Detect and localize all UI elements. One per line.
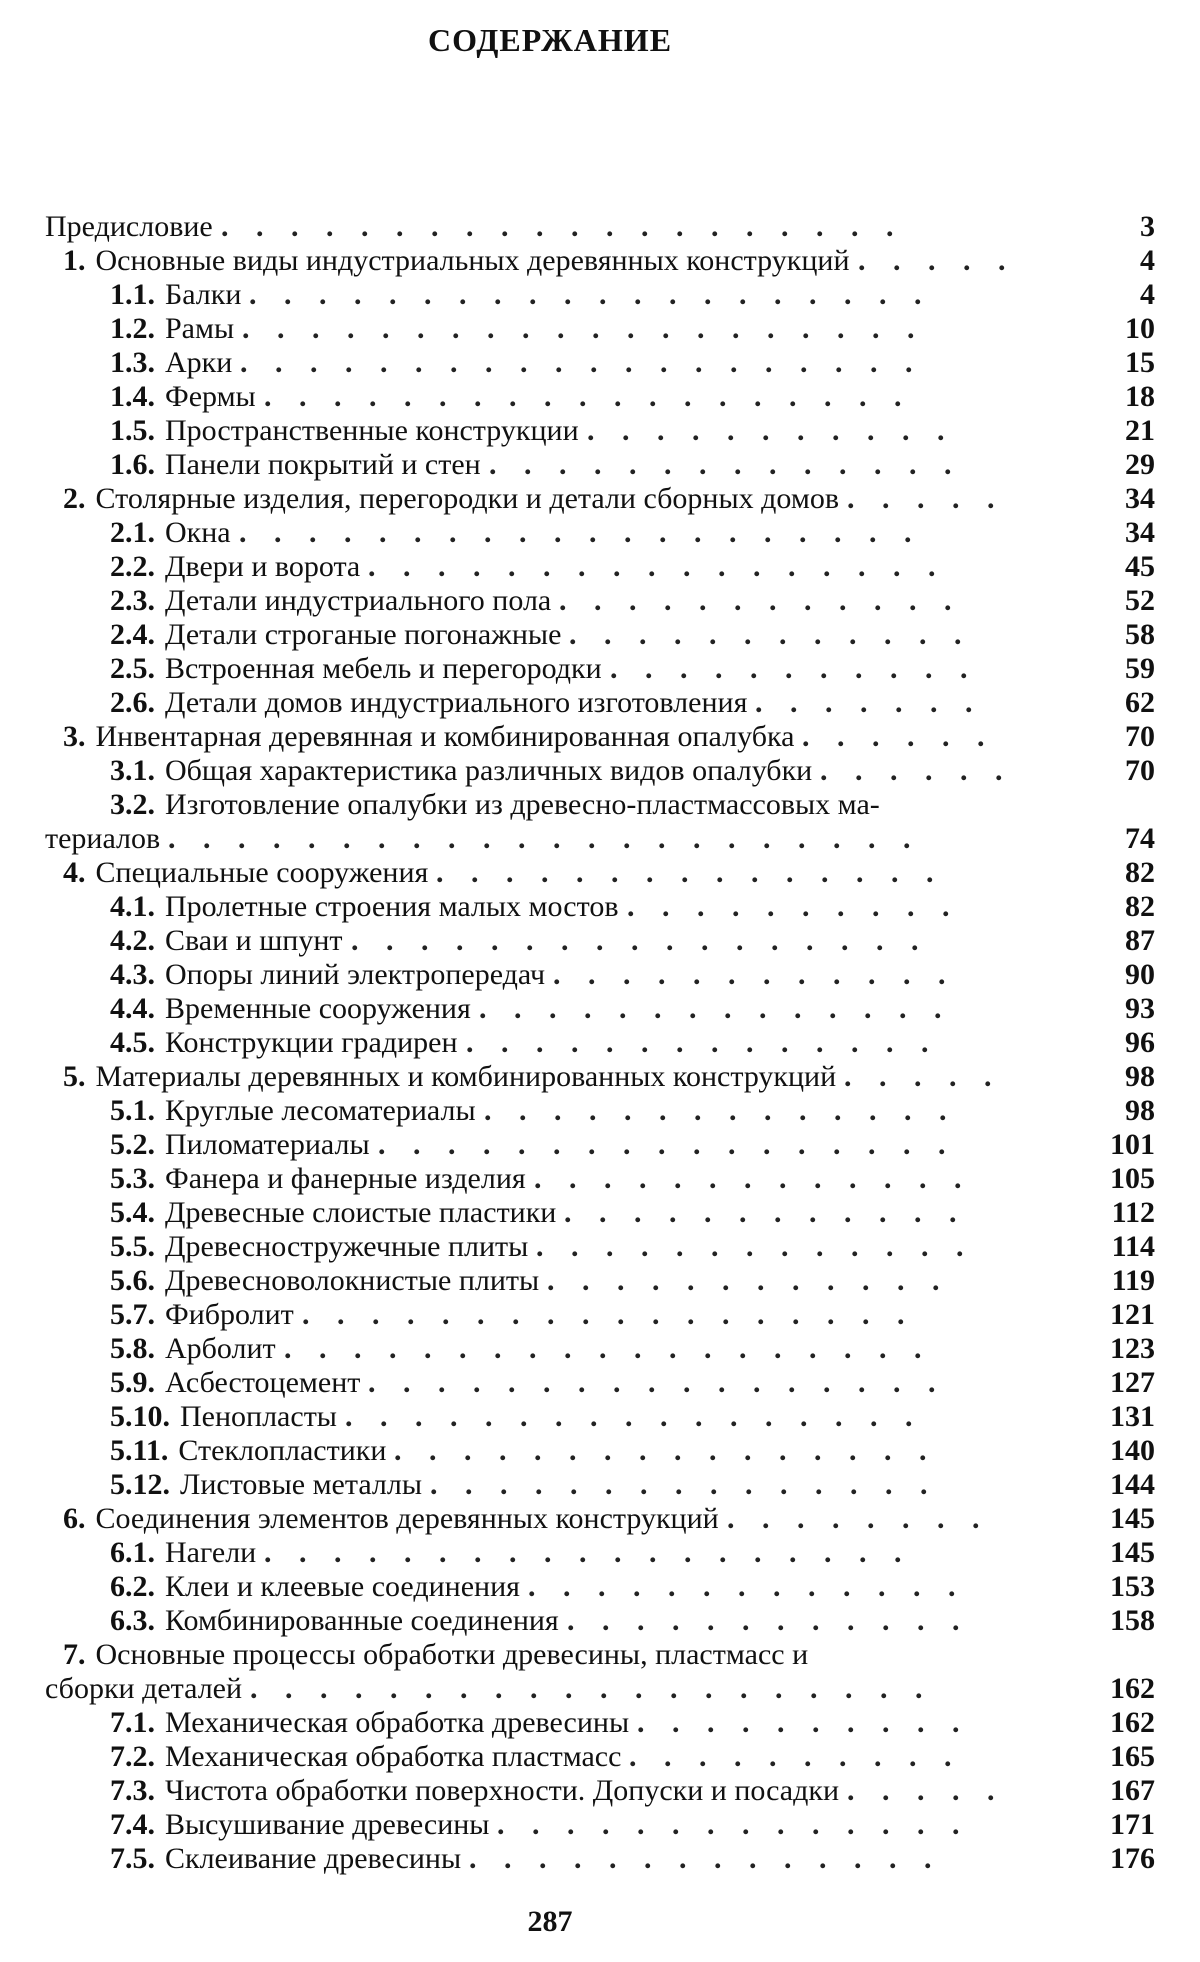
dot-leader: . . . . . . . . . . . . . . . . . (378, 1128, 956, 1161)
toc-entry-heading (110, 1468, 422, 1502)
toc-entry (45, 1468, 1155, 1502)
dot-leader: . . . . . . . . . . . . . . . . . (368, 550, 946, 583)
toc-entry-page: 165 (1110, 1740, 1155, 1773)
toc-entry-page: 62 (1125, 686, 1155, 719)
dot-leader: . . . . . . . . . . . . . . . . . . . (264, 1536, 912, 1569)
dot-leader: . . . . . . . . . . . . (547, 1264, 950, 1297)
toc-entry-number: 5.9. (110, 1366, 155, 1399)
toc-entry-title: Арболит (165, 1332, 276, 1365)
toc-entry-number: 4.2. (110, 924, 155, 957)
dot-leader: . . . . . . (820, 754, 1013, 787)
toc-entry-page: 101 (1110, 1128, 1155, 1161)
toc-entry-number: 6.3. (110, 1604, 155, 1637)
toc-entry (45, 652, 1155, 686)
toc-entry-title: Фанера и фанерные изделия (165, 1162, 526, 1195)
toc-entry-heading (110, 1842, 461, 1876)
toc-entry-number: 2. (63, 482, 86, 515)
toc-entry (45, 1638, 1155, 1672)
dot-leader: . . . . . . . . . . . . . . . . . . . . . . (168, 822, 921, 855)
toc-entry-heading (110, 686, 747, 720)
toc-entry (45, 1264, 1155, 1298)
toc-entry (45, 414, 1155, 448)
dot-leader: . . . . . . . . . . . . . (534, 1162, 972, 1195)
dot-leader: . . . . . . . . . . . . . . . . . . . . (242, 312, 925, 345)
toc-entry-title: Механическая обработка древесины (165, 1706, 630, 1739)
toc-entry-number: 2.2. (110, 550, 155, 583)
toc-entry (45, 448, 1155, 482)
toc-entry-title: Столярные изделия, перегородки и детали сборных домов (95, 482, 839, 515)
toc-entry (45, 1536, 1155, 1570)
toc-entry-number: 7.1. (110, 1706, 155, 1739)
toc-entry-page: 59 (1125, 652, 1155, 685)
toc-entry (45, 1434, 1155, 1468)
toc-entry (45, 516, 1155, 550)
toc-entry-title: Стеклопластики (178, 1434, 387, 1467)
toc-entry-number: 4.3. (110, 958, 155, 991)
toc-entry-page: 145 (1110, 1536, 1155, 1569)
toc-entry (45, 856, 1155, 890)
toc-entry-title: Древесные слоистые пластики (165, 1196, 557, 1229)
toc-entry (45, 1298, 1155, 1332)
toc-entry-title: Механическая обработка пластмасс (165, 1740, 622, 1773)
dot-leader: . . . . . . . . . . . . . . . . . . . . (249, 278, 932, 311)
toc-entry-heading (110, 652, 602, 686)
toc-entry (45, 1570, 1155, 1604)
toc-entry-page: 4 (1140, 278, 1155, 311)
toc-entry-title: Пространственные конструкции (165, 414, 579, 447)
toc-entry (45, 890, 1155, 924)
toc-entry-page: 162 (1110, 1706, 1155, 1739)
toc-entry-page: 96 (1125, 1026, 1155, 1059)
dot-leader: . . . . . . . . . . . . . . . . . (368, 1366, 946, 1399)
dot-leader: . . . . . . . . (727, 1502, 990, 1535)
toc-entry-page: 3 (1140, 210, 1155, 243)
toc-entry-title: Окна (165, 516, 231, 549)
toc-entry-number: 5.6. (110, 1264, 155, 1297)
toc-entry-number: 4. (63, 856, 86, 889)
toc-entry-heading (110, 618, 561, 652)
dot-leader: . . . . . . . . . . . . . . . . . (351, 924, 929, 957)
dot-leader: . . . . . . . . . . . . . . (466, 1026, 939, 1059)
toc-entry-title: Клеи и клеевые соединения (165, 1570, 520, 1603)
toc-entry-number: 7. (63, 1638, 86, 1671)
toc-entry-title: Основные процессы обработки древесины, пластмасс и (95, 1638, 809, 1671)
toc-entry-heading (110, 584, 551, 618)
toc-entry-title: Предисловие (45, 210, 213, 243)
toc-entry (45, 1808, 1155, 1842)
toc-entry (45, 1842, 1155, 1876)
toc-entry-title: Листовые металлы (180, 1468, 423, 1501)
toc-entry-page: 29 (1125, 448, 1155, 481)
toc-entry (45, 1332, 1155, 1366)
toc-entry-heading (110, 1808, 489, 1842)
toc-entry-heading (110, 1196, 556, 1230)
dot-leader: . . . . . . . . . . . . . (536, 1230, 974, 1263)
dot-leader: . . . . . . . . . . . . . (528, 1570, 966, 1603)
toc-entry-heading (110, 754, 812, 788)
toc-entry-number: 3.1. (110, 754, 155, 787)
toc-entry (45, 1774, 1155, 1808)
toc-entry-title: Сваи и шпунт (165, 924, 343, 957)
toc-entry-number: 5.7. (110, 1298, 155, 1331)
toc-entry-heading (45, 210, 213, 244)
toc-entry-page: 82 (1125, 856, 1155, 889)
toc-entry-number: 3.2. (110, 788, 155, 821)
toc-entry-heading (110, 1706, 629, 1740)
toc-entry (45, 1366, 1155, 1400)
toc-entry-number: 4.4. (110, 992, 155, 1025)
toc-entry-page: 58 (1125, 618, 1155, 651)
toc-entry-title: Круглые лесоматериалы (165, 1094, 476, 1127)
toc-entry-page: 15 (1125, 346, 1155, 379)
toc-entry (45, 1026, 1155, 1060)
toc-entry (45, 992, 1155, 1026)
toc-entry-heading (63, 482, 839, 516)
toc-entry (45, 312, 1155, 346)
toc-entry-number: 1.2. (110, 312, 155, 345)
toc-entry-title: Комбинированные соединения (165, 1604, 559, 1637)
toc-entry-number: 7.5. (110, 1842, 155, 1875)
toc-entry (45, 550, 1155, 584)
toc-entry-page: 18 (1125, 380, 1155, 413)
toc-entry-number: 2.4. (110, 618, 155, 651)
dot-leader: . . . . . . . . . . (629, 1740, 962, 1773)
dot-leader: . . . . . . . . . . . . . . . . . . . (264, 380, 912, 413)
toc-entry-heading (110, 1094, 476, 1128)
dot-leader: . . . . . . . . . . . . . . (469, 1842, 942, 1875)
toc-entry-page: 4 (1140, 244, 1155, 277)
toc-entry-page: 162 (1110, 1672, 1155, 1705)
toc-entry-heading (110, 448, 481, 482)
toc-entry-page: 167 (1110, 1774, 1155, 1807)
toc-entry-page: 10 (1125, 312, 1155, 345)
dot-leader: . . . . . . . . . . . . . . (484, 1094, 957, 1127)
toc-entry-page: 90 (1125, 958, 1155, 991)
toc-entry-heading (110, 346, 232, 380)
toc-entry-heading (110, 312, 234, 346)
toc-entry (45, 1128, 1155, 1162)
page-title: СОДЕРЖАНИЕ (427, 22, 673, 58)
dot-leader: . . . . . . . . . . . . . . (489, 448, 962, 481)
toc-entry-title: Нагели (165, 1536, 257, 1569)
toc-entry-page: 93 (1125, 992, 1155, 1025)
toc-entry-page: 114 (1111, 1230, 1155, 1263)
toc-entry-page: 112 (1111, 1196, 1155, 1229)
toc-entry-page: 145 (1110, 1502, 1155, 1535)
toc-entry-number: 2.3. (110, 584, 155, 617)
toc-entry-number: 7.4. (110, 1808, 155, 1841)
toc-entry-number: 2.6. (110, 686, 155, 719)
toc-entry-page: 82 (1125, 890, 1155, 923)
toc-entry-heading (110, 1434, 386, 1468)
toc-entry-number: 6.1. (110, 1536, 155, 1569)
toc-entry-page: 70 (1125, 720, 1155, 753)
toc-entry-heading (110, 1536, 256, 1570)
dot-leader: . . . . . . . . . . . (587, 414, 955, 447)
toc-entry-title: Склеивание древесины (165, 1842, 462, 1875)
toc-entry-number: 1.1. (110, 278, 155, 311)
toc-entry (45, 1196, 1155, 1230)
dot-leader: . . . . . . . . . . . . (553, 958, 956, 991)
toc-entry-page: 70 (1125, 754, 1155, 787)
toc-entry-page: 158 (1110, 1604, 1155, 1637)
toc-entry-page: 87 (1125, 924, 1155, 957)
toc-entry-number: 2.5. (110, 652, 155, 685)
toc-entry-title: Временные сооружения (165, 992, 471, 1025)
dot-leader: . . . . . . . . . . . . . . . . (394, 1434, 937, 1467)
toc-entry-heading (110, 958, 545, 992)
table-of-contents (45, 210, 1155, 1876)
toc-entry-number: 1.6. (110, 448, 155, 481)
toc-entry-heading (63, 244, 850, 278)
dot-leader: . . . . . . . . . . . . (567, 1604, 970, 1637)
dot-leader: . . . . . . . . . . . . . . (479, 992, 952, 1025)
toc-entry-title: Детали индустриального пола (165, 584, 552, 617)
toc-entry-page: 153 (1110, 1570, 1155, 1603)
toc-entry (45, 380, 1155, 414)
toc-entry-page: 131 (1110, 1400, 1155, 1433)
toc-entry-page: 121 (1110, 1298, 1155, 1331)
dot-leader: . . . . . . . . . . . . . . . . . . . . (239, 516, 922, 549)
toc-entry-page: 45 (1125, 550, 1155, 583)
toc-entry (45, 1502, 1155, 1536)
dot-leader: . . . . . . . . . . . . (564, 1196, 967, 1229)
toc-entry (45, 1740, 1155, 1774)
toc-entry-title: Инвентарная деревянная и комбинированная опалубка (95, 720, 795, 753)
toc-entry (45, 1162, 1155, 1196)
toc-entry (45, 822, 1155, 856)
toc-entry (45, 720, 1155, 754)
toc-entry-number: 6. (63, 1502, 86, 1535)
toc-entry-number: 5.10. (110, 1400, 170, 1433)
toc-entry-page: 98 (1125, 1060, 1155, 1093)
toc-entry (45, 278, 1155, 312)
toc-entry-heading (110, 1366, 360, 1400)
dot-leader: . . . . . . . . . . . . . . (497, 1808, 970, 1841)
toc-entry-heading (63, 720, 794, 754)
toc-entry-page: 144 (1110, 1468, 1155, 1501)
toc-entry-heading (110, 1740, 621, 1774)
toc-entry-heading (63, 856, 428, 890)
toc-entry-number: 1.5. (110, 414, 155, 447)
toc-entry-heading (110, 1026, 458, 1060)
toc-entry-page: 52 (1125, 584, 1155, 617)
toc-entry-heading (110, 1264, 539, 1298)
toc-entry-title: Изготовление опалубки из древесно-пластмассовых ма- (165, 788, 880, 821)
toc-entry-page: 21 (1125, 414, 1155, 447)
toc-entry-title: Балки (165, 278, 242, 311)
dot-leader: . . . . . (844, 1060, 1002, 1093)
toc-entry-page: 105 (1110, 1162, 1155, 1195)
toc-entry-number: 7.3. (110, 1774, 155, 1807)
toc-entry-title: Специальные сооружения (95, 856, 429, 889)
toc-entry-number: 4.5. (110, 1026, 155, 1059)
toc-entry-heading (110, 1332, 276, 1366)
toc-entry-page: 127 (1110, 1366, 1155, 1399)
toc-entry-title: Чистота обработки поверхности. Допуски и посадки (165, 1774, 840, 1807)
toc-entry-heading (110, 1128, 370, 1162)
dot-leader: . . . . . . . . . . . . . . . . . . . . (221, 210, 904, 243)
dot-leader: . . . . . . . . . . . . . . . (430, 1468, 938, 1501)
toc-entry-heading (63, 1502, 719, 1536)
toc-entry-number: 5.8. (110, 1332, 155, 1365)
toc-entry (45, 1604, 1155, 1638)
toc-entry-title: Опоры линий электропередач (165, 958, 546, 991)
dot-leader: . . . . . . . . . . . . (559, 584, 962, 617)
toc-entry-number: 7.2. (110, 1740, 155, 1773)
toc-entry-number: 1.4. (110, 380, 155, 413)
toc-entry-title: Древесностружечные плиты (165, 1230, 529, 1263)
page-number: 287 (527, 1905, 573, 1938)
dot-leader: . . . . . . . . . . (627, 890, 960, 923)
toc-entry-title: Двери и ворота (165, 550, 361, 583)
toc-entry-title: Высушивание древесины (165, 1808, 490, 1841)
toc-entry (45, 958, 1155, 992)
toc-entry-page: 98 (1125, 1094, 1155, 1127)
toc-entry-number: 5.4. (110, 1196, 155, 1229)
toc-entry (45, 1672, 1155, 1706)
toc-entry (45, 924, 1155, 958)
toc-entry-title: Панели покрытий и стен (165, 448, 481, 481)
toc-entry-number: 5.11. (110, 1434, 169, 1467)
toc-entry-heading (110, 788, 880, 822)
toc-entry-heading (110, 924, 343, 958)
dot-leader: . . . . . (847, 482, 1005, 515)
toc-entry (45, 1094, 1155, 1128)
toc-entry-heading (63, 1060, 836, 1094)
toc-entry-title: Арки (165, 346, 233, 379)
dot-leader: . . . . . . . . . . . . (569, 618, 972, 651)
dot-leader: . . . . . . . . . . . . . . . . . . (302, 1298, 915, 1331)
toc-entry-page: 176 (1110, 1842, 1155, 1875)
toc-entry-number: 2.1. (110, 516, 155, 549)
toc-entry (45, 1400, 1155, 1434)
dot-leader: . . . . . . . . . . . . . . . . . . . . (240, 346, 923, 379)
dot-leader: . . . . . . . . . . . . . . . (436, 856, 944, 889)
toc-entry-number: 5.5. (110, 1230, 155, 1263)
toc-entry-page: 74 (1125, 822, 1155, 855)
toc-entry-page: 123 (1110, 1332, 1155, 1365)
toc-entry-heading (110, 380, 256, 414)
toc-entry-heading (45, 822, 160, 856)
toc-entry-heading (110, 1230, 528, 1264)
toc-entry-title: Встроенная мебель и перегородки (165, 652, 602, 685)
toc-entry-page: 34 (1125, 516, 1155, 549)
toc-entry (45, 210, 1155, 244)
toc-entry-number: 5.1. (110, 1094, 155, 1127)
toc-entry-heading (110, 1604, 559, 1638)
toc-entry-number: 1.3. (110, 346, 155, 379)
toc-entry (45, 618, 1155, 652)
toc-entry-number: 5. (63, 1060, 86, 1093)
toc-entry-title: Материалы деревянных и комбинированных конструкций (95, 1060, 837, 1093)
toc-entry (45, 788, 1155, 822)
dot-leader: . . . . . . . . . . . . . . . . . (345, 1400, 923, 1433)
toc-entry-heading (110, 1162, 526, 1196)
toc-entry-title: Фермы (165, 380, 256, 413)
toc-entry-heading (110, 516, 231, 550)
toc-entry-title: Фибролит (165, 1298, 294, 1331)
dot-leader: . . . . . . . . . . . (610, 652, 978, 685)
toc-entry-heading (110, 992, 471, 1026)
toc-entry (45, 244, 1155, 278)
toc-entry-title: Древесноволокнистые плиты (165, 1264, 540, 1297)
toc-entry-title: Конструкции градирен (165, 1026, 458, 1059)
dot-leader: . . . . . . . (755, 686, 983, 719)
dot-leader: . . . . . . . . . . . . . . . . . . . . (250, 1672, 933, 1705)
toc-entry-heading (110, 1774, 839, 1808)
toc-entry-number: 3. (63, 720, 86, 753)
toc-entry (45, 754, 1155, 788)
toc-entry-heading (110, 1400, 337, 1434)
toc-entry-heading (110, 550, 360, 584)
toc-entry-heading (63, 1638, 808, 1672)
toc-entry-number: 5.12. (110, 1468, 170, 1501)
toc-entry-heading (110, 1570, 520, 1604)
toc-entry (45, 1706, 1155, 1740)
dot-leader: . . . . . . (802, 720, 995, 753)
toc-entry-number: 4.1. (110, 890, 155, 923)
toc-entry-heading (110, 278, 241, 312)
dot-leader: . . . . . (858, 244, 1016, 277)
toc-entry-heading (45, 1672, 242, 1706)
toc-entry (45, 1230, 1155, 1264)
toc-entry-page: 34 (1125, 482, 1155, 515)
toc-entry-title: Детали строганые погонажные (165, 618, 562, 651)
toc-entry-title: Пиломатериалы (165, 1128, 370, 1161)
toc-entry-heading (110, 414, 579, 448)
dot-leader: . . . . . . . . . . . . . . . . . . . (284, 1332, 932, 1365)
dot-leader: . . . . . (847, 1774, 1005, 1807)
toc-entry-title: Детали домов индустриального изготовления (165, 686, 748, 719)
toc-entry (45, 482, 1155, 516)
toc-entry-number: 1. (63, 244, 86, 277)
toc-entry-heading (110, 1298, 294, 1332)
toc-entry-title: Общая характеристика различных видов опалубки (165, 754, 813, 787)
toc-entry-title: сборки деталей (45, 1672, 243, 1705)
toc-entry-title: Пролетные строения малых мостов (165, 890, 619, 923)
toc-entry (45, 584, 1155, 618)
toc-entry-title: Соединения элементов деревянных конструкций (95, 1502, 719, 1535)
toc-entry (45, 1060, 1155, 1094)
toc-entry-number: 5.2. (110, 1128, 155, 1161)
toc-entry-number: 5.3. (110, 1162, 155, 1195)
toc-entry-page: 119 (1111, 1264, 1155, 1297)
toc-entry (45, 686, 1155, 720)
toc-entry-page: 140 (1110, 1434, 1155, 1467)
toc-entry-number: 6.2. (110, 1570, 155, 1603)
toc-entry-title: териалов (45, 822, 161, 855)
toc-entry-title: Асбестоцемент (165, 1366, 361, 1399)
toc-entry (45, 346, 1155, 380)
toc-entry-title: Основные виды индустриальных деревянных конструкций (95, 244, 850, 277)
toc-entry-title: Рамы (165, 312, 235, 345)
toc-entry-title: Пенопласты (180, 1400, 337, 1433)
dot-leader: . . . . . . . . . . (637, 1706, 970, 1739)
toc-entry-page: 171 (1110, 1808, 1155, 1841)
toc-entry-heading (110, 890, 619, 924)
